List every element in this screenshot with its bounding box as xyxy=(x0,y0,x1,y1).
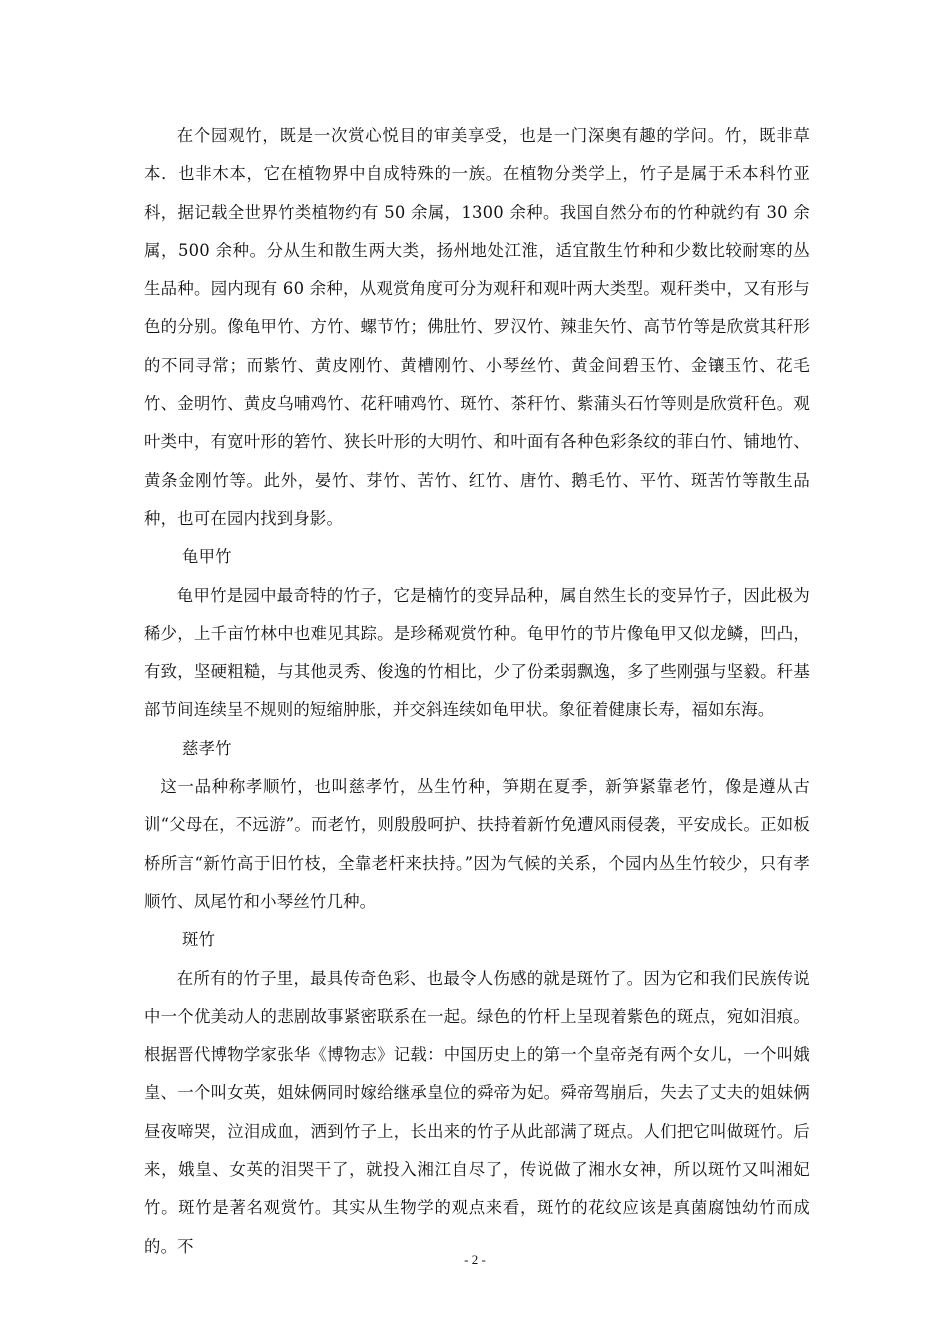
intro-paragraph: 在个园观竹，既是一次赏心悦目的审美享受，也是一门深奥有趣的学问。竹，既非草本．也非木本，它在植物界中自成特殊的一族。在植物分类学上，竹子是属于禾本科竹亚科，据记载全世界竹类植物约有 50 余属，1300 余种。我国自然分布的竹种就约有 30 余属，500 余种。分从生和散生两大类，扬州地处江淮，适宜散生竹种和少数比较耐寒的丛生品种。园内现有 60 余种，从观赏角度可分为观秆和观叶两大类型。观秆类中，又有形与色的分别。像龟甲竹、方竹、螺节竹；佛肚竹、罗汉竹、辣韭矢竹、高节竹等是欣赏其秆形的不同寻常；而紫竹、黄皮刚竹、黄槽刚竹、小琴丝竹、黄金间碧玉竹、金镶玉竹、花毛竹、金明竹、黄皮乌哺鸡竹、花秆哺鸡竹、斑竹、茶秆竹、紫蒲头石竹等则是欣赏秆色。观叶类中，有宽叶形的箬竹、狭长叶形的大明竹、和叶面有各种色彩条纹的菲白竹、铺地竹、黄条金刚竹等。此外，晏竹、芽竹、苦竹、红竹、唐竹、鹅毛竹、平竹、斑苦竹等散生品种，也可在园内找到身影。 xyxy=(144,126,810,528)
section-heading-guijia: 龟甲竹 xyxy=(182,547,232,567)
page-number: - 2 - xyxy=(464,1252,486,1267)
section-body-banzhu: 在所有的竹子里，最具传奇色彩、也最令人伤感的就是斑竹了。因为它和我们民族传说中一个优美动人的悲剧故事紧密联系在一起。绿色的竹杆上呈现着紫色的斑点，宛如泪痕。根据晋代博物学家张华《博物志》记载：中国历史上的第一个皇帝尧有两个女儿，一个叫娥皇、一个叫女英，姐妹俩同时嫁给继承皇位的舜帝为妃。舜帝驾崩后，失去了丈夫的姐妹俩昼夜啼哭，泣泪成血，洒到竹子上，长出来的竹子从此部满了斑点。人们把它叫做斑竹。后来，娥皇、女英的泪哭干了，就投入湘江自尽了，传说做了湘水女神，所以斑竹又叫湘妃竹。斑竹是著名观赏竹。其实从生物学的观点来看，斑竹的花纹应该是真菌腐蚀幼竹而成的。不 xyxy=(144,968,810,1256)
section-body-guijia: 龟甲竹是园中最奇特的竹子，它是楠竹的变异品种，属自然生长的变异竹子，因此极为稀少，上千亩竹林中也难见其踪。是珍稀观赏竹种。龟甲竹的节片像龟甲又似龙鳞，凹凸，有致，坚硬粗糙，与其他灵秀、俊逸的竹相比，少了份柔弱飘逸，多了些刚强与坚毅。秆基部节间连续呈不规则的短缩肿胀，并交斜连续如龟甲状。象征着健康长寿，福如东海。 xyxy=(144,585,810,720)
section-body-cixiao: 这一品种称孝顺竹，也叫慈孝竹，丛生竹种，笋期在夏季，新笋紧靠老竹，像是遵从古训“父母在，不远游”。而老竹，则殷殷呵护、扶持着新竹免遭风雨侵袭，平安成长。正如板桥所言“新竹高于旧竹枝，全靠老杆来扶持。”因为气候的关系，个园内丛生竹较少，只有孝顺竹、凤尾竹和小琴丝竹几种。 xyxy=(144,777,810,911)
section-heading-banzhu: 斑竹 xyxy=(182,930,216,950)
document-body xyxy=(144,117,810,1266)
section-heading-cixiao: 慈孝竹 xyxy=(182,738,232,758)
